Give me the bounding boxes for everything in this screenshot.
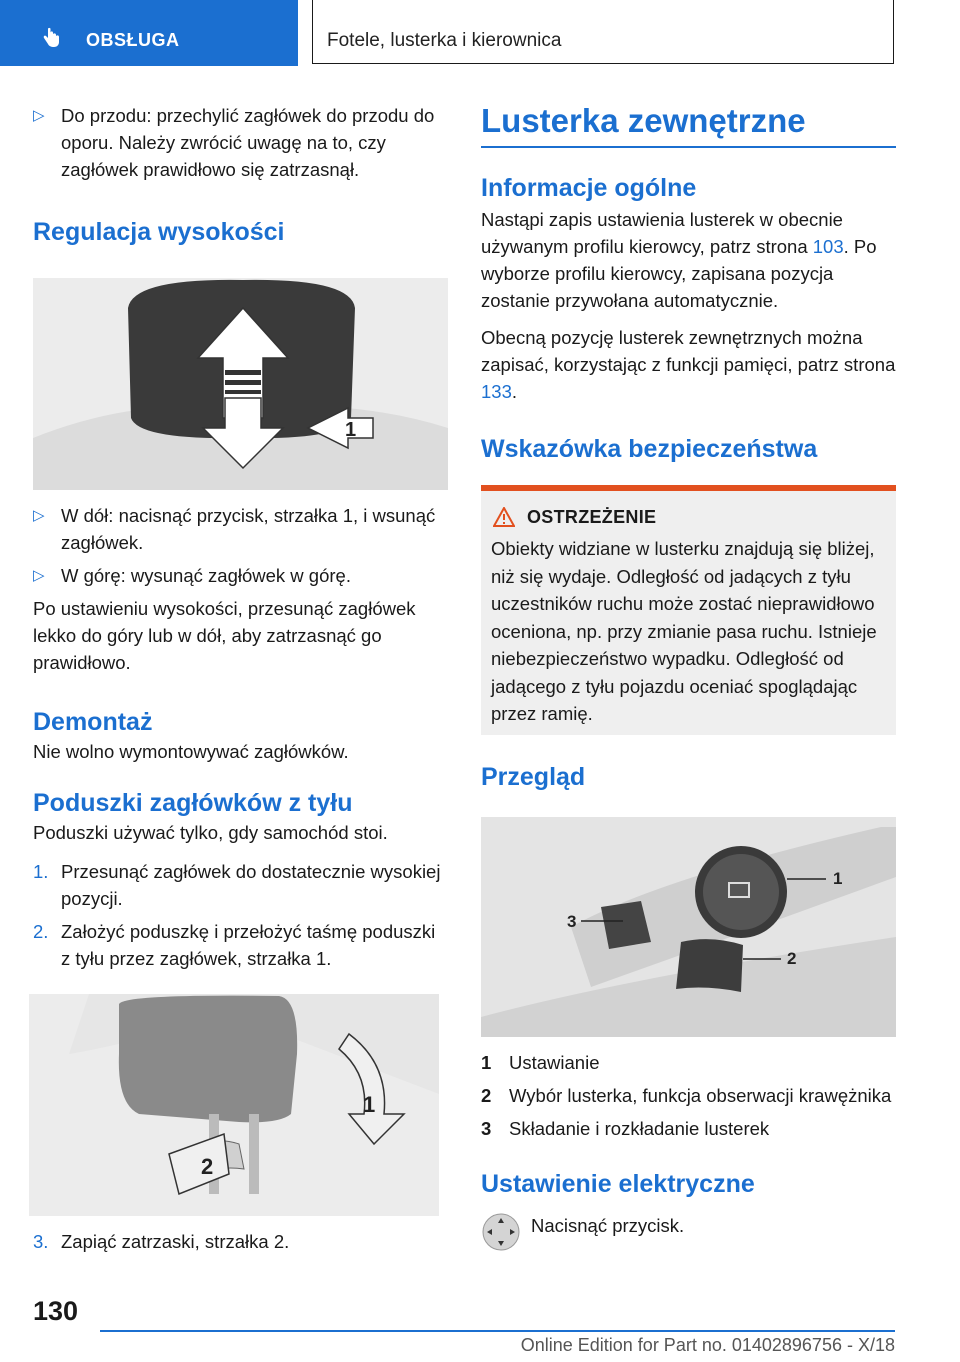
figure-callout: 2: [787, 949, 797, 968]
page-link[interactable]: 103: [812, 236, 844, 257]
header-tabs: [0, 0, 960, 66]
list-item: [33, 562, 448, 589]
figure-callout: 3: [567, 912, 577, 931]
text: . Po wyborze profilu kierowcy, zapisana pozycja zostanie przywołana automatycznie.: [481, 236, 877, 311]
figure-callout: 1: [833, 869, 843, 888]
text: .: [511, 381, 518, 402]
chapter-tab[interactable]: [312, 0, 894, 64]
legend-number: 3: [481, 1118, 492, 1139]
warning-title: OSTRZEŻENIE: [527, 507, 657, 527]
paragraph: Poduszki używać tylko, gdy samochód stoi.: [33, 822, 388, 843]
bullet-text: W dół: nacisnąć przycisk, strzałka 1, i wsunąć zagłówek.: [61, 505, 436, 553]
electric-row: [481, 1212, 896, 1256]
heading-safety: Wskazówka bezpieczeństwa: [481, 435, 818, 463]
legend-item: [481, 1115, 896, 1142]
legend-text: Ustawianie: [509, 1052, 600, 1073]
heading-removal: Demontaż: [33, 708, 153, 736]
heading-cushions: Poduszki zagłówków z tyłu: [33, 789, 353, 817]
bullet-text: W górę: wysunąć zagłówek w górę.: [61, 565, 351, 586]
heading-electric: Ustawienie elektryczne: [481, 1170, 755, 1198]
paragraph: Nie wolno wymontowywać zagłówków.: [33, 741, 349, 762]
legend-item: [481, 1049, 896, 1076]
legend-text: Składanie i rozkładanie lusterek: [509, 1118, 770, 1139]
text: Obecną pozycję lusterek zewnętrznych można zapisać, korzystając z funkcji pamięci, patrz strona: [481, 327, 896, 375]
bullet-text: Do przodu: przechylić zagłówek do przodu do oporu. Należy zwrócić uwagę na to, czy zagłówek prawidłowo się zatrzasnął.: [61, 105, 435, 180]
mirror-controls-figure: [481, 817, 896, 1037]
list-item: [33, 918, 448, 972]
rear-cushion-figure: [29, 994, 439, 1216]
hand-pointer-icon: [40, 27, 62, 49]
list-item: [33, 102, 448, 183]
page-link[interactable]: 133: [481, 381, 512, 402]
paragraph: [481, 206, 896, 314]
warning-bar: [481, 485, 896, 491]
headrest-height-figure: [33, 278, 448, 490]
footer-rule: [100, 1330, 895, 1332]
right-column: [481, 100, 896, 1256]
bullet-triangle-icon: ▷: [33, 107, 45, 124]
heading-rule: [481, 146, 896, 148]
heading-general: Informacje ogólne: [481, 174, 697, 202]
step-text: Przesunąć zagłówek do dostatecznie wysokiej pozycji.: [61, 861, 441, 909]
step-text: Zapiąć zatrzaski, strzałka 2.: [61, 1231, 290, 1252]
bullet-triangle-icon: ▷: [33, 507, 45, 524]
step-number: 1.: [33, 861, 49, 882]
electric-text: Nacisnąć przycisk.: [531, 1215, 685, 1236]
section-tab-label: OBSŁUGA: [86, 30, 180, 50]
legend-text: Wybór lusterka, funkcja obserwacji krawężnika: [509, 1085, 892, 1106]
chapter-heading: Lusterka zewnętrzne: [481, 102, 806, 139]
step-number: 3.: [33, 1231, 49, 1252]
step-number: 2.: [33, 921, 49, 942]
heading-height: Regulacja wysokości: [33, 218, 285, 246]
chapter-tab-label: Fotele, lusterka i kierownica: [327, 30, 562, 51]
left-column: [33, 100, 448, 1255]
list-item: [33, 1228, 448, 1255]
legend-item: [481, 1082, 896, 1109]
legend-number: 1: [481, 1052, 492, 1073]
text: Nastąpi zapis ustawienia lusterek w obecnie używanym profilu kierowcy, patrz strona: [481, 209, 843, 257]
figure-callout: 1: [363, 1092, 376, 1117]
paragraph: [481, 324, 896, 405]
step-text: Założyć poduszkę i przełożyć taśmę poduszki z tyłu przez zagłówek, strzałka 1.: [61, 921, 436, 969]
edition-text: Online Edition for Part no. 01402896756 - X/18: [520, 1335, 895, 1355]
paragraph: Po ustawieniu wysokości, przesunąć zagłówek lekko do góry lub w dół, aby zatrzasnąć go prawidłowo.: [33, 598, 416, 673]
warning-triangle-icon: [493, 507, 515, 527]
heading-overview: Przegląd: [481, 763, 586, 791]
footer: [0, 1290, 960, 1362]
legend-number: 2: [481, 1085, 492, 1106]
warning-text: Obiekty widziane w lusterku znajdują się bliżej, niż się wydaje. Odległość od jadących z tyłu uczestników ruchu może zostać nieprawidłowo oceniona, np. przy zmianie pasa ruchu. Istnieje niebezpieczeństwo wypadku. Odległość od jadącego z tyłu pojazdu oceniać spoglądając przez ramię.: [491, 538, 877, 724]
figure-callout: 2: [201, 1154, 214, 1179]
list-item: [33, 858, 448, 912]
section-tab[interactable]: [0, 0, 298, 66]
list-item: [33, 502, 448, 556]
bullet-triangle-icon: ▷: [33, 567, 45, 584]
figure-callout: 1: [345, 419, 357, 441]
warning-box: [481, 485, 896, 735]
mirror-adjust-button-icon: [481, 1212, 521, 1252]
page-number: 130: [33, 1296, 79, 1326]
